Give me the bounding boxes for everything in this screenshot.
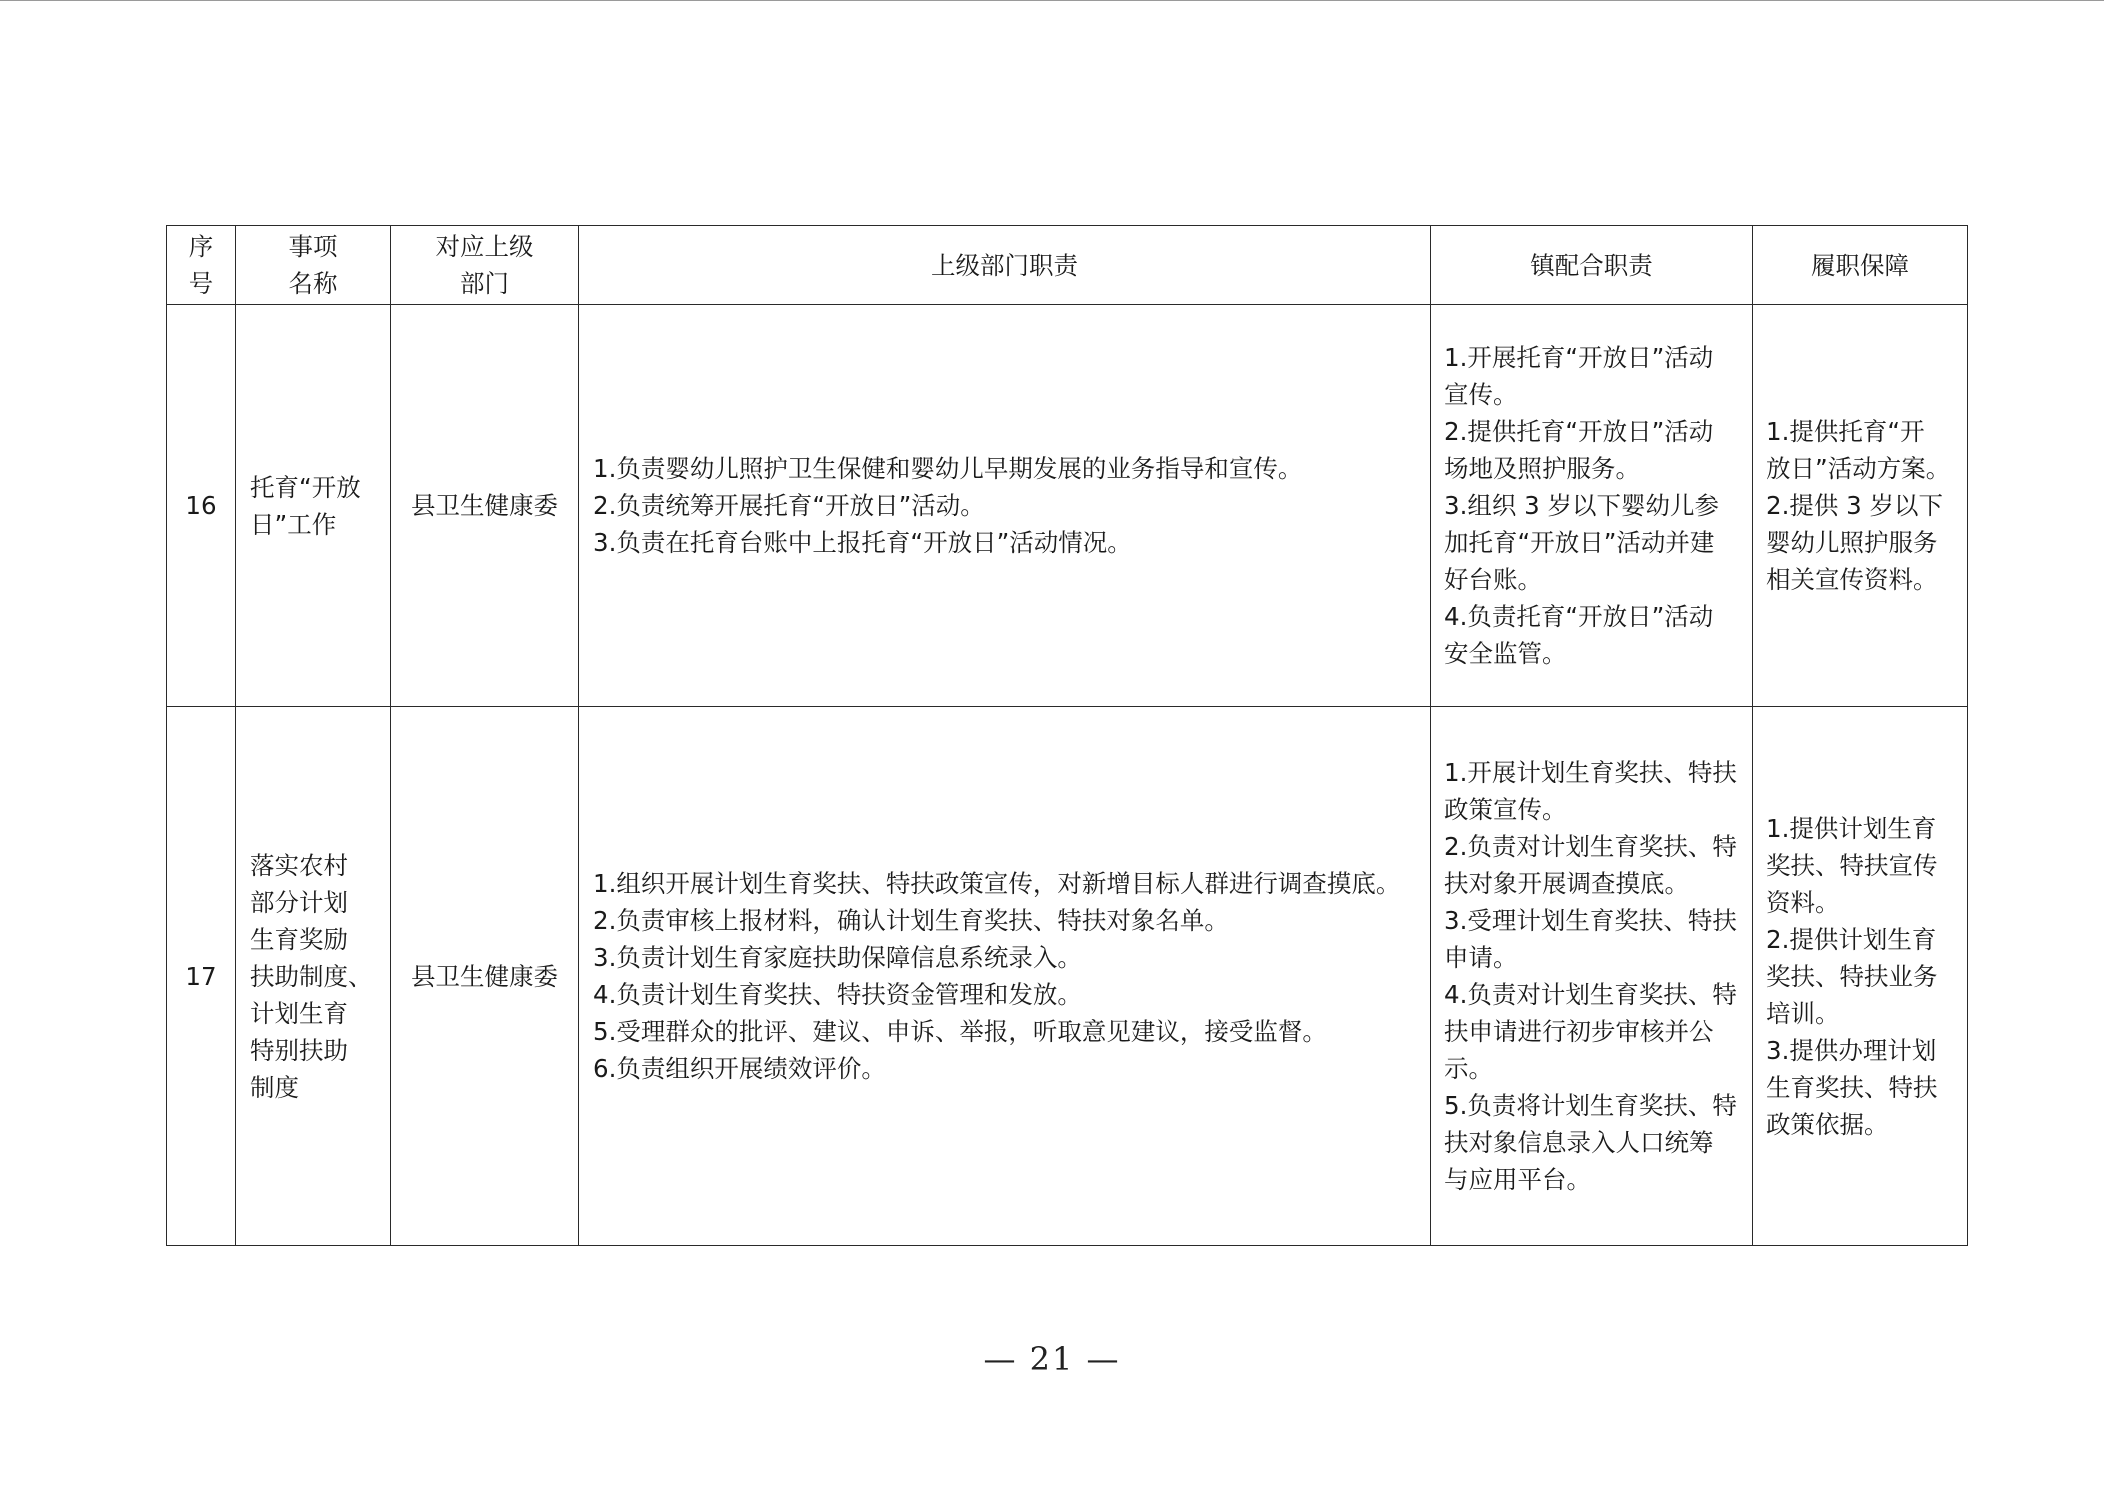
header-guarantee: 履职保障 xyxy=(1753,226,1968,305)
table-row xyxy=(167,305,1968,707)
page-number: — 21 — xyxy=(983,1340,1121,1378)
row-town-duty: 1.开展托育“开放日”活动 宣传。 2.提供托育“开放日”活动 场地及照护服务。 3.组织 3 岁以下婴幼儿参 加托育“开放日”活动并建 好台账。 4.负责托育“开放日”活动 安全监管。 xyxy=(1431,305,1753,707)
row-seq: 17 xyxy=(167,707,236,1246)
duty-table xyxy=(166,225,1968,1246)
row-upper-duty: 1.负责婴幼儿照护卫生保健和婴幼儿早期发展的业务指导和宣传。 2.负责统筹开展托育“开放日”活动。 3.负责在托育台账中上报托育“开放日”活动情况。 xyxy=(579,305,1431,707)
header-name: 事项 名称 xyxy=(236,226,391,305)
row-seq: 16 xyxy=(167,305,236,707)
row-guarantee: 1.提供托育“开 放日”活动方案。 2.提供 3 岁以下 婴幼儿照护服务 相关宣传资料。 xyxy=(1753,305,1968,707)
row-upper-duty: 1.组织开展计划生育奖扶、特扶政策宣传，对新增目标人群进行调查摸底。 2.负责审核上报材料，确认计划生育奖扶、特扶对象名单。 3.负责计划生育家庭扶助保障信息系统录入。 4.负责计划生育奖扶、特扶资金管理和发放。 5.受理群众的批评、建议、申诉、举报，听取意见建议，接受监督。 6.负责组织开展绩效评价。 xyxy=(579,707,1431,1246)
table-header-row xyxy=(167,226,1968,305)
row-dept: 县卫生健康委 xyxy=(391,305,579,707)
row-dept: 县卫生健康委 xyxy=(391,707,579,1246)
row-guarantee: 1.提供计划生育 奖扶、特扶宣传 资料。 2.提供计划生育 奖扶、特扶业务 培训。 3.提供办理计划 生育奖扶、特扶 政策依据。 xyxy=(1753,707,1968,1246)
header-town-duty: 镇配合职责 xyxy=(1431,226,1753,305)
header-dept: 对应上级 部门 xyxy=(391,226,579,305)
row-item-name: 落实农村 部分计划 生育奖励 扶助制度、 计划生育 特别扶助 制度 xyxy=(236,707,391,1246)
header-seq: 序 号 xyxy=(167,226,236,305)
table-row xyxy=(167,707,1968,1246)
row-item-name: 托育“开放 日”工作 xyxy=(236,305,391,707)
row-town-duty: 1.开展计划生育奖扶、特扶 政策宣传。 2.负责对计划生育奖扶、特 扶对象开展调查摸底。 3.受理计划生育奖扶、特扶 申请。 4.负责对计划生育奖扶、特 扶申请进行初步审核并公 示。 5.负责将计划生育奖扶、特 扶对象信息录入人口统筹 与应用平台。 xyxy=(1431,707,1753,1246)
page-top-rule xyxy=(0,0,2104,1)
header-upper-duty: 上级部门职责 xyxy=(579,226,1431,305)
